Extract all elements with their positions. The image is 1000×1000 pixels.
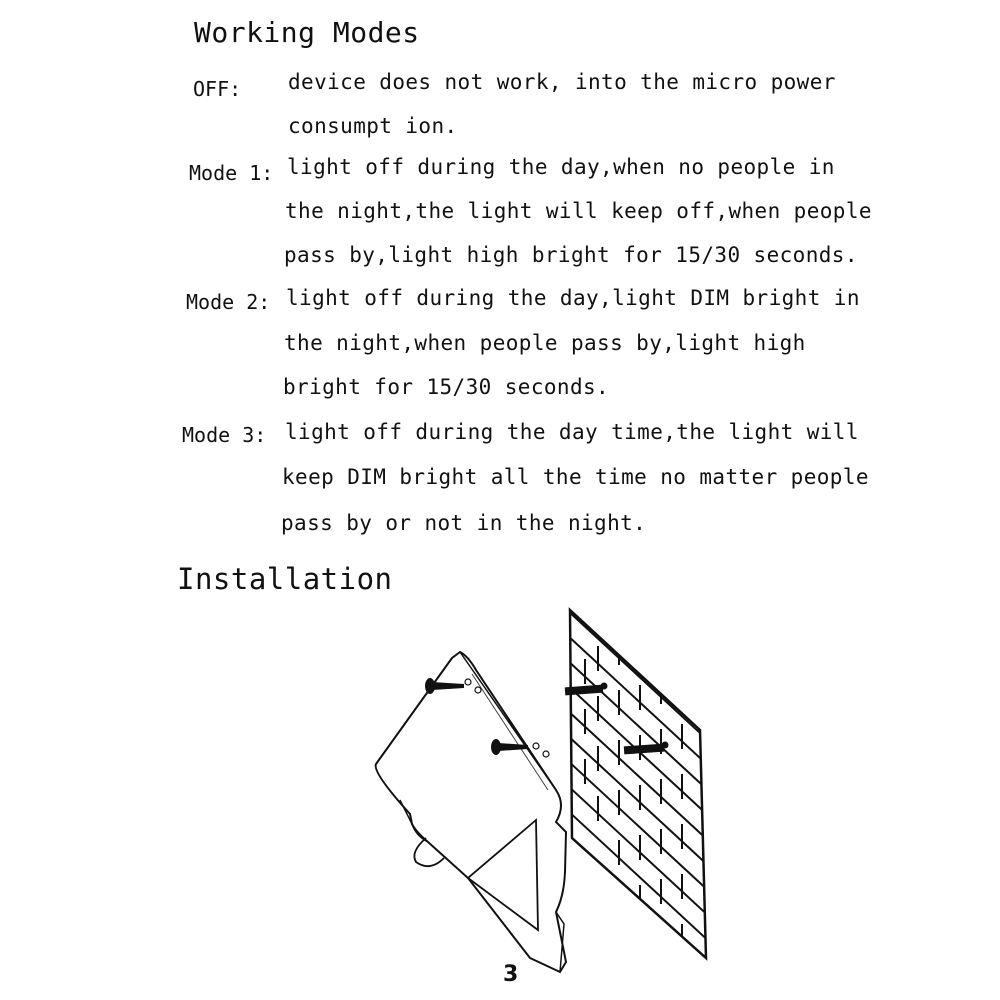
mode-3-line-1: light off during the day time,the light will	[285, 420, 859, 444]
installation-heading: Installation	[177, 562, 393, 596]
light-unit	[376, 652, 566, 972]
working-modes-heading: Working Modes	[194, 16, 420, 49]
mode-2-line-3: bright for 15/30 seconds.	[283, 375, 610, 399]
mode-2-line-2: the night,when people pass by,light high	[284, 331, 806, 355]
mode-off-line-2: consumpt ion.	[288, 114, 458, 138]
mode-3-label: Mode 3:	[182, 423, 267, 447]
mode-3-line-2: keep DIM bright all the time no matter people	[282, 465, 869, 489]
brick-wall	[540, 600, 720, 990]
mode-3-line-3: pass by or not in the night.	[281, 511, 647, 535]
page-number: 3	[503, 962, 519, 987]
installation-diagram	[360, 600, 720, 990]
mode-1-line-1: light off during the day,when no people in	[287, 155, 835, 179]
mode-off-label: OFF:	[193, 77, 242, 101]
mode-2-line-1: light off during the day,light DIM bright in	[286, 286, 860, 310]
mode-1-label: Mode 1:	[189, 161, 274, 185]
mode-1-line-3: pass by,light high bright for 15/30 seconds.	[284, 243, 858, 267]
mode-1-line-2: the night,the light will keep off,when people	[285, 199, 872, 223]
mode-2-label: Mode 2:	[186, 290, 271, 314]
mode-off-line-1: device does not work, into the micro power	[288, 70, 836, 94]
